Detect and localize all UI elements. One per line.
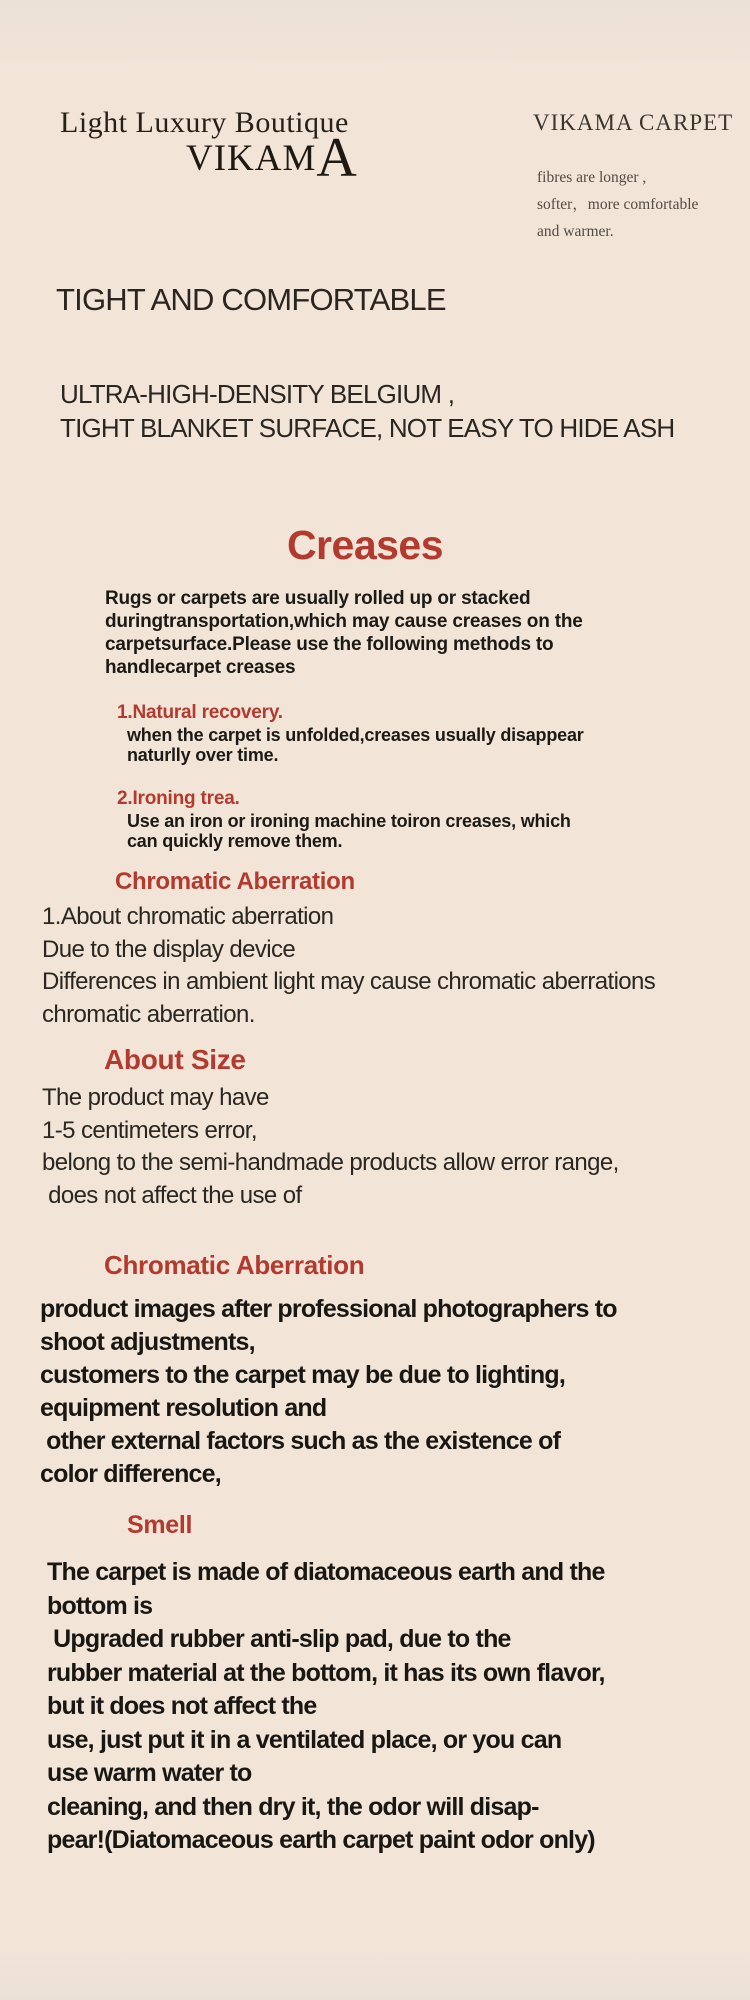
text-line: but it does not affect the [47,1692,317,1720]
text-line: naturlly over time. [127,744,279,765]
text-line: equipment resolution and [40,1394,327,1422]
text-line: carpetsurface.Please use the following methods to [105,634,554,655]
text-line: color difference, [40,1460,221,1488]
text-line: Rugs or carpets are usually rolled up or stacked [105,588,531,609]
text-line: 1.About chromatic aberration [42,903,334,930]
chromatic-aberration-2-text [40,1293,617,1491]
text-line: does not affect the use of [42,1181,302,1209]
text-line: can quickly remove them. [127,830,343,851]
text-line: shoot adjustments, [40,1328,255,1356]
text-line: softer，more comfortable [537,196,699,213]
chromatic-aberration-1-text [42,901,655,1031]
text-line: 1-5 centimeters error, [42,1116,257,1144]
chromatic-aberration-2-heading: Chromatic Aberration [104,1250,365,1280]
brand-right-subtitle [537,164,698,245]
creases-heading: Creases [286,522,444,568]
text-line: TIGHT BLANKET SURFACE, NOT EASY TO HIDE ASH [60,413,675,443]
ironing-treatment-title: 2.Ironing trea. [117,788,240,809]
text-line: The product may have [42,1084,269,1111]
intro-description [60,377,674,445]
text-line: fibres are longer , [537,169,647,186]
text-line: customers to the carpet may be due to lighting, [40,1361,565,1389]
about-size-text [42,1082,619,1212]
text-line: The carpet is made of diatomaceous earth and the [47,1558,605,1586]
brand-right-title: VIKAMA CARPET [533,110,734,135]
text-line: Use an iron or ironing machine toiron creases, which [127,811,571,831]
smell-heading: Smell [127,1511,193,1539]
text-line: Upgraded rubber anti-slip pad, due to the [47,1625,511,1653]
creases-paragraph [105,587,583,679]
text-line: bottom is [47,1591,153,1620]
text-line: chromatic aberration. [42,1000,255,1028]
ironing-treatment-text [127,812,571,851]
text-line: handlecarpet creases [105,657,296,678]
smell-text [47,1556,605,1858]
text-line: belong to the semi-handmade products allow error range, [42,1149,619,1176]
text-line: use, just put it in a ventilated place, or you can [47,1725,562,1754]
natural-recovery-title: 1.Natural recovery. [117,702,283,723]
chromatic-aberration-1-heading: Chromatic Aberration [115,868,355,895]
text-line: Due to the display device [42,935,296,963]
intro-title: TIGHT AND COMFORTABLE [56,282,446,317]
text-line: pear!(Diatomaceous earth carpet paint odor only) [47,1826,595,1854]
text-line: product images after professional photographers to [40,1295,617,1323]
brand-tagline: Light Luxury Boutique [60,106,349,139]
brand-logo [186,127,358,189]
text-line: other external factors such as the existence of [40,1427,561,1455]
about-size-heading: About Size [104,1044,246,1075]
brand-logo-big-letter: A [316,127,358,189]
text-line: cleaning, and then dry it, the odor will disap- [47,1792,539,1821]
text-line: use warm water to [47,1759,252,1787]
text-line: ULTRA-HIGH-DENSITY BELGIUM , [60,379,455,409]
text-line: rubber material at the bottom, it has its own flavor, [47,1658,605,1687]
text-line: and warmer. [537,223,614,240]
brand-logo-text: VIKAM [186,138,317,179]
natural-recovery-text [127,726,584,765]
text-line: duringtransportation,which may cause creases on the [105,611,583,632]
text-line: when the carpet is unfolded,creases usually disappear [127,725,584,745]
text-line: Differences in ambient light may cause chromatic aberrations [42,968,656,995]
